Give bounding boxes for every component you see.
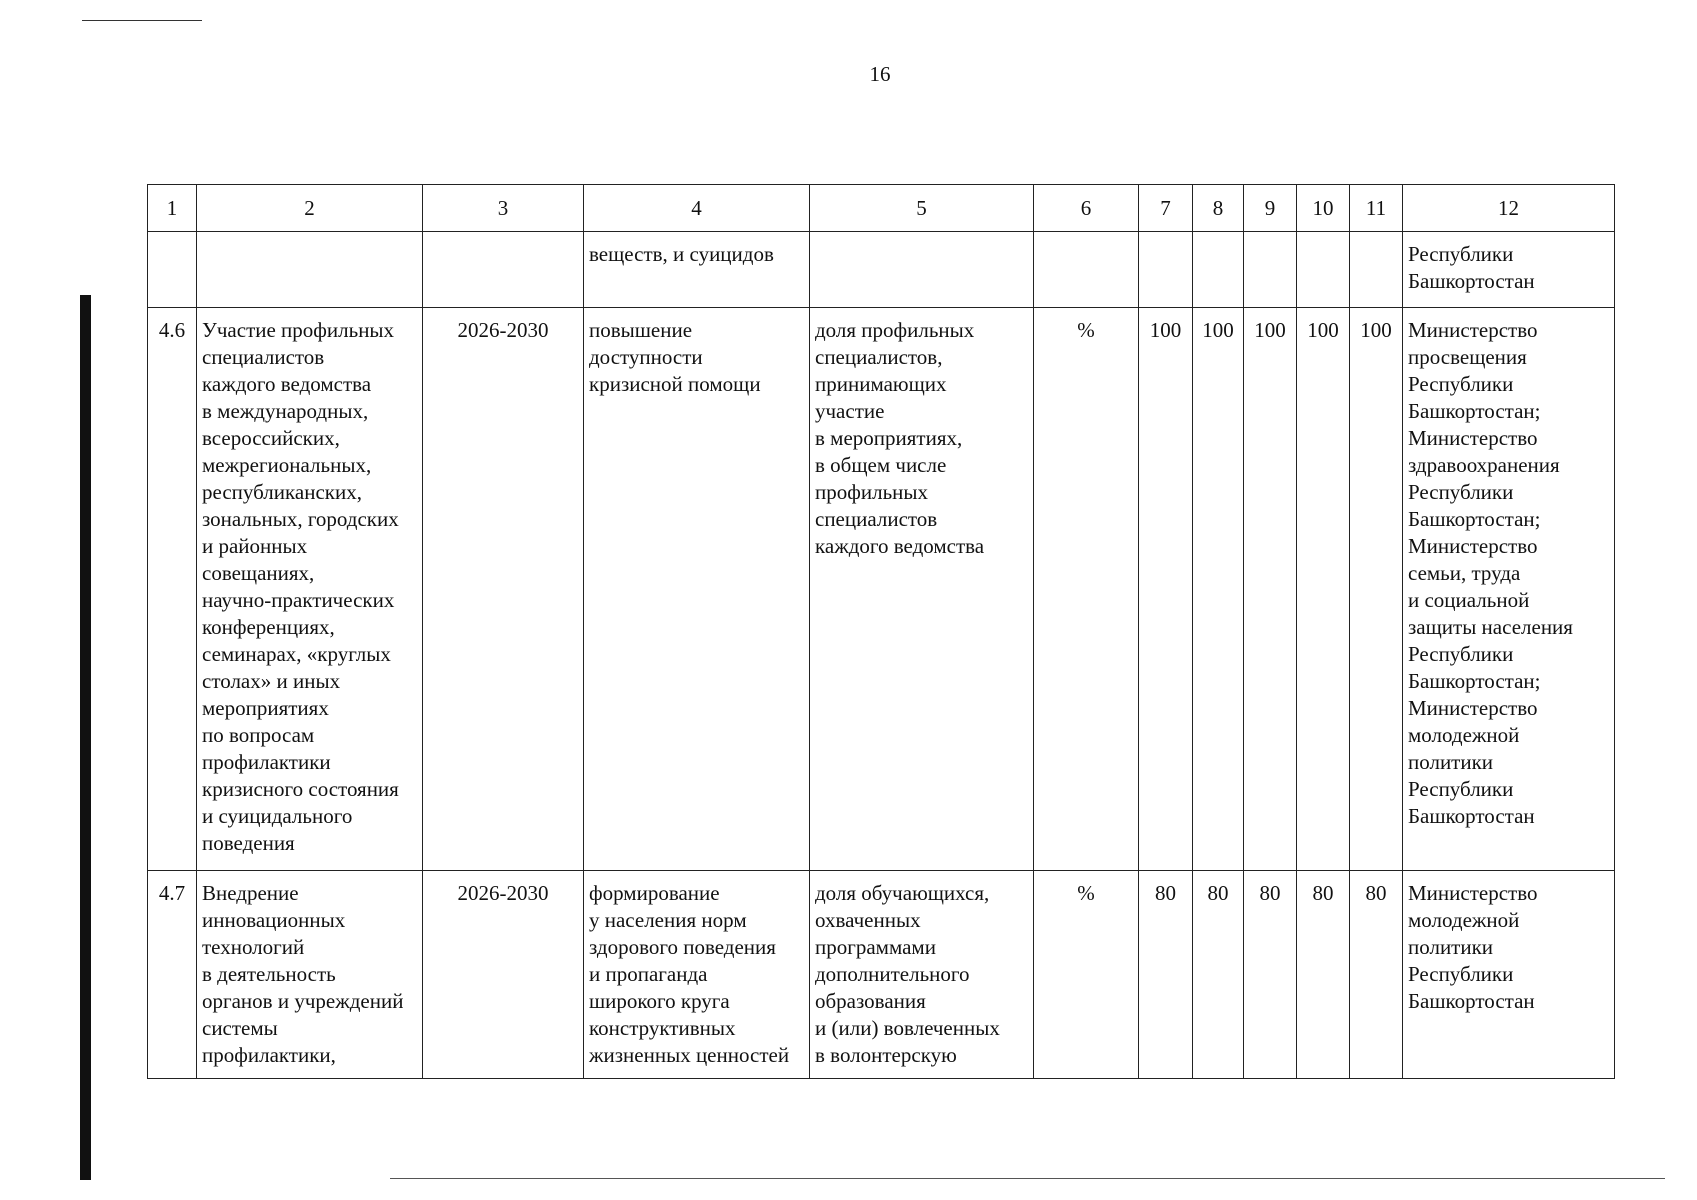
cell-value-7: 80: [1139, 871, 1193, 1079]
scan-edge-bar: [80, 295, 91, 1180]
cell-value-11: 100: [1350, 308, 1403, 871]
table-row: [148, 871, 1615, 1079]
cell-period: [423, 232, 584, 308]
program-table: [147, 184, 1615, 1079]
cell-value-9: [1244, 232, 1297, 308]
page-number: 16: [869, 62, 891, 86]
table-row: [148, 232, 1615, 308]
cell-measure-name: [197, 232, 423, 308]
cell-unit: %: [1034, 871, 1139, 1079]
cell-value-8: 80: [1193, 871, 1244, 1079]
header-col-9: 9: [1244, 185, 1297, 232]
cell-value-10: [1297, 232, 1350, 308]
header-col-3: 3: [423, 185, 584, 232]
header-row: [148, 185, 1615, 232]
header-col-2: 2: [197, 185, 423, 232]
header-col-8: 8: [1193, 185, 1244, 232]
cell-period: 2026-2030: [423, 871, 584, 1079]
header-col-1: 1: [148, 185, 197, 232]
cell-value-10: 80: [1297, 871, 1350, 1079]
cell-value-9: 80: [1244, 871, 1297, 1079]
cell-unit: %: [1034, 308, 1139, 871]
cell-measure-name: Внедрение инновационных технологий в деятельность органов и учреждений системы профилактики,: [197, 871, 423, 1079]
header-col-6: 6: [1034, 185, 1139, 232]
header-col-5: 5: [810, 185, 1034, 232]
header-col-10: 10: [1297, 185, 1350, 232]
cell-indicator: доля обучающихся, охваченных программами дополнительного образования и (или) вовлеченных в волонтерскую: [810, 871, 1034, 1079]
bottom-rule: [390, 1178, 1665, 1179]
cell-executor: Министерство молодежной политики Республики Башкортостан: [1403, 871, 1615, 1079]
cell-period: 2026-2030: [423, 308, 584, 871]
cell-value-11: [1350, 232, 1403, 308]
cell-value-11: 80: [1350, 871, 1403, 1079]
cell-value-7: [1139, 232, 1193, 308]
cell-executor: Министерство просвещения Республики Башкортостан; Министерство здравоохранения Республики Башкортостан; Министерство семьи, труда и социальной защиты населения Республики Башкортостан; Министерство молодежной политики Республики Башкортостан: [1403, 308, 1615, 871]
cell-expected-result: повышение доступности кризисной помощи: [584, 308, 810, 871]
cell-indicator: доля профильных специалистов, принимающих участие в мероприятиях, в общем числе профильных специалистов каждого ведомства: [810, 308, 1034, 871]
cell-expected-result: веществ, и суицидов: [584, 232, 810, 308]
cell-value-8: [1193, 232, 1244, 308]
header-col-11: 11: [1350, 185, 1403, 232]
cell-number: 4.6: [148, 308, 197, 871]
cell-number: [148, 232, 197, 308]
cell-indicator: [810, 232, 1034, 308]
cell-expected-result: формирование у населения норм здорового поведения и пропаганда широкого круга конструктивных жизненных ценностей: [584, 871, 810, 1079]
header-col-7: 7: [1139, 185, 1193, 232]
header-col-12: 12: [1403, 185, 1615, 232]
cell-value-9: 100: [1244, 308, 1297, 871]
cell-value-8: 100: [1193, 308, 1244, 871]
cell-value-10: 100: [1297, 308, 1350, 871]
header-col-4: 4: [584, 185, 810, 232]
top-rule: [82, 20, 202, 21]
cell-value-7: 100: [1139, 308, 1193, 871]
table-row: [148, 308, 1615, 871]
cell-measure-name: Участие профильных специалистов каждого ведомства в международных, всероссийских, межрегиональных, республиканских, зональных, городских и районных совещаниях, научно-практических конференциях, семинарах, «круглых столах» и иных мероприятиях по вопросам профилактики кризисного состояния и суицидального поведения: [197, 308, 423, 871]
cell-number: 4.7: [148, 871, 197, 1079]
cell-executor: Республики Башкортостан: [1403, 232, 1615, 308]
cell-unit: [1034, 232, 1139, 308]
